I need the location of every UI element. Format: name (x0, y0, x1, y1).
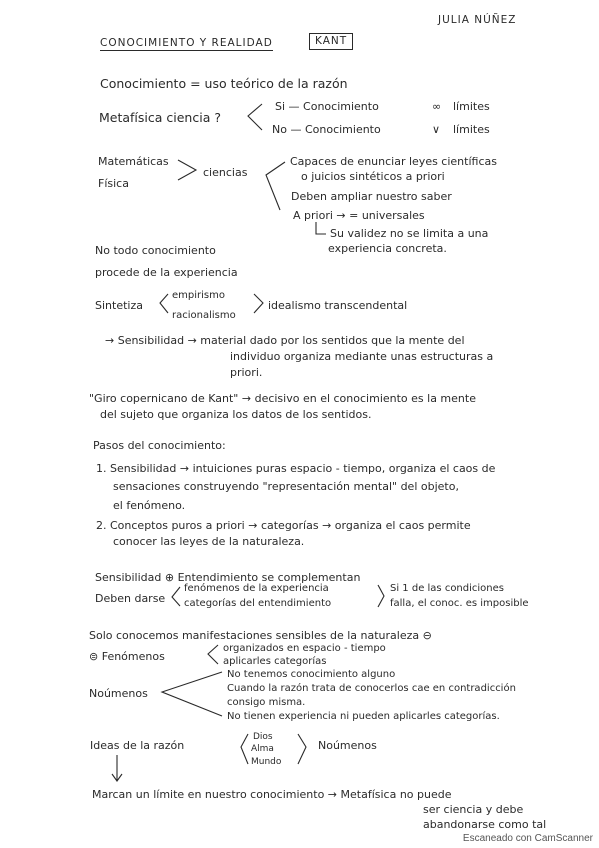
step-2-line-a: 2. Conceptos puros a priori → categorías → organiza el caos permite (96, 519, 471, 532)
complement-line: Sensibilidad ⊕ Entendimiento se complementan (95, 571, 361, 584)
limit-line-1: Marcan un límite en nuestro conocimiento → Metafísica no puede (92, 788, 452, 801)
must-exist-brace (172, 587, 180, 606)
no-result: límites (453, 123, 490, 136)
metaphysics-yes: Si — Conocimiento (275, 100, 379, 113)
experience-line-2: procede de la experiencia (95, 266, 238, 279)
sciences-label: ciencias (203, 166, 248, 179)
phenomena-line: Solo conocemos manifestaciones sensibles de la naturaleza ⊖ (89, 629, 432, 642)
experience-line-1: No todo conocimiento (95, 244, 216, 257)
noumena-trait-1: No tenemos conocimiento alguno (227, 669, 396, 680)
step-1-line-a: 1. Sensibilidad → intuiciones puras espacio - tiempo, organiza el caos de (96, 462, 496, 475)
phenomena-categories: aplicarles categorías (223, 656, 327, 667)
copernican-line-1: "Giro copernicano de Kant" → decisivo en el conocimiento es la mente (89, 392, 476, 405)
condition-line-2: falla, el conoc. es imposible (390, 598, 529, 609)
condition-brace (378, 585, 384, 607)
sciences-brace (178, 160, 196, 180)
noumena-trait-2b: consigo misma. (227, 697, 306, 708)
idea-god: Dios (253, 732, 273, 742)
metaphysics-brace (248, 104, 262, 130)
science-trait-3-note-a: Su validez no se limita a una (330, 227, 489, 240)
phenomena-organized: organizados en espacio - tiempo (223, 643, 386, 654)
no-mark: ∨ (432, 123, 441, 136)
noumena-brace (162, 672, 222, 716)
math-label: Matemáticas (98, 155, 169, 168)
idea-world: Mundo (251, 757, 282, 767)
synthesis-result: idealismo transcendental (268, 299, 408, 312)
science-trait-3: A priori → = universales (293, 209, 425, 222)
author-name: JULIA NÚÑEZ (438, 14, 517, 26)
synthesis-empiricism: empirismo (172, 290, 225, 301)
ideas-left-brace (241, 734, 248, 764)
limit-line-2: ser ciencia y debe (423, 803, 524, 816)
page-title: CONOCIMIENTO Y REALIDAD (100, 37, 273, 49)
synthesis-right-brace (254, 294, 263, 313)
scanner-watermark: Escaneado con CamScanner (462, 833, 593, 844)
ideas-right-brace (298, 734, 306, 764)
ideas-label: Ideas de la razón (90, 739, 185, 752)
copernican-line-2: del sujeto que organiza los datos de los sentidos. (100, 408, 372, 421)
science-trait-3-note-b: experiencia concreta. (328, 242, 447, 255)
science-trait-2: Deben ampliar nuestro saber (291, 190, 452, 203)
sensibility-def-line-1: → Sensibilidad → material dado por los sentidos que la mente del (105, 334, 465, 347)
sensibility-def-line-3: priori. (230, 366, 263, 379)
condition-line-1: Si 1 de las condiciones (390, 583, 504, 594)
apriori-sub-arrow (316, 222, 326, 234)
synthesis-label: Sintetiza (95, 299, 143, 312)
noumena-trait-3: No tienen experiencia ni pueden aplicarles categorías. (227, 711, 500, 722)
science-trait-1b: o juicios sintéticos a priori (301, 170, 445, 183)
sensibility-def-line-2: individuo organiza mediante unas estructuras a (230, 350, 494, 363)
physics-label: Física (98, 177, 129, 190)
metaphysics-no: No — Conocimiento (272, 123, 381, 136)
yes-mark: ∞ (432, 100, 442, 113)
synthesis-rationalism: racionalismo (172, 310, 236, 321)
step-1-line-b: sensaciones construyendo "representación mental" del objeto, (113, 480, 459, 493)
yes-result: límites (453, 100, 490, 113)
step-1-line-c: el fenómeno. (113, 499, 186, 512)
must-exist-label: Deben darse (95, 592, 166, 605)
idea-soul: Alma (251, 744, 274, 754)
ideas-result: Noúmenos (318, 739, 377, 752)
noumena-label: Noúmenos (89, 687, 148, 700)
limit-line-3: abandonarse como tal (423, 818, 547, 831)
synthesis-left-brace (160, 294, 168, 313)
sciences-branch-brace (266, 162, 285, 210)
science-trait-1a: Capaces de enunciar leyes científicas (290, 155, 497, 168)
phenomena-label: ⊜ Fenómenos (89, 650, 165, 663)
title-box-kant: KANT (309, 33, 353, 50)
must-exist-categories: categorías del entendimiento (184, 598, 332, 609)
noumena-trait-2a: Cuando la razón trata de conocerlos cae en contradicción (227, 683, 516, 694)
metaphysics-question: Metafísica ciencia ? (99, 110, 221, 125)
knowledge-definition: Conocimiento = uso teórico de la razón (100, 76, 348, 91)
step-2-line-b: conocer las leyes de la naturaleza. (113, 535, 305, 548)
phenomena-brace (208, 645, 218, 664)
steps-heading: Pasos del conocimiento: (93, 439, 226, 452)
must-exist-phenomena: fenómenos de la experiencia (184, 583, 329, 594)
